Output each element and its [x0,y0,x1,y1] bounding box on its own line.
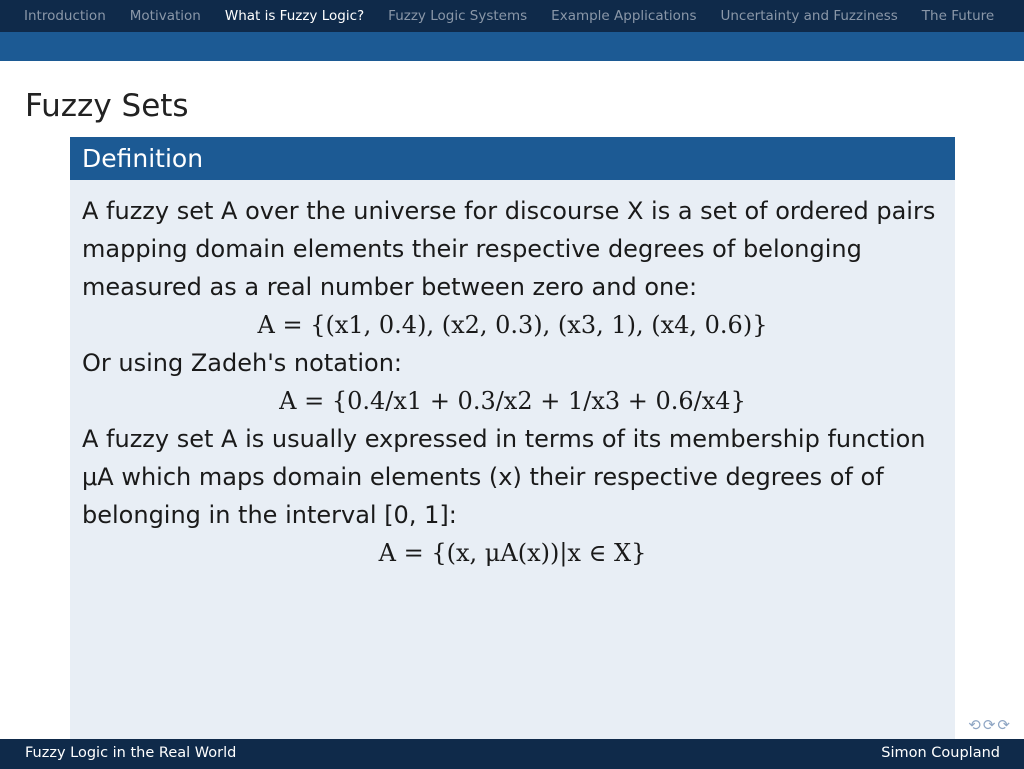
nav-item-uncertainty-and-fuzziness[interactable]: Uncertainty and Fuzziness [720,8,898,24]
equation-zadeh: A = {0.4/x1 + 0.3/x2 + 1/x3 + 0.6/x4} [279,387,746,415]
slide-title: Fuzzy Sets [25,88,189,124]
definition-block [70,137,955,739]
definition-paragraph: A fuzzy set A over the universe for discourse X is a set of ordered pairs mapping domain elements their respective degrees of belonging measured as a real number between zero and one: [82,197,936,301]
block-body [70,180,955,572]
beamer-navigation-icon[interactable]: ⟲⟳⟳ [968,716,1012,734]
equation-membership: A = {(x, μA(x))|x ∈ X} [378,539,647,567]
nav-item-example-applications[interactable]: Example Applications [551,8,697,24]
equation-ordered-pairs: A = {(x1, 0.4), (x2, 0.3), (x3, 1), (x4, 0.6)} [257,311,768,339]
nav-item-motivation[interactable]: Motivation [129,8,201,24]
nav-item-what-is-fuzzy-logic[interactable]: What is Fuzzy Logic? [224,8,365,24]
nav-item-the-future[interactable]: The Future [921,8,995,24]
nav-item-introduction[interactable]: Introduction [24,8,106,24]
footer-author: Simon Coupland [881,745,1000,761]
subsection-bar [0,32,1024,61]
footer-bar [0,739,1024,769]
nav-item-fuzzy-logic-systems[interactable]: Fuzzy Logic Systems [388,8,528,24]
section-navigation [0,0,1024,32]
footer-talk-title: Fuzzy Logic in the Real World [25,745,237,761]
zadeh-notation-label: Or using Zadeh's notation: [82,349,403,377]
block-title: Definition [70,137,955,180]
membership-paragraph: A fuzzy set A is usually expressed in terms of its membership function μA which maps domain elements (x) their respective degrees of of belonging in the interval [0, 1]: [82,425,926,529]
